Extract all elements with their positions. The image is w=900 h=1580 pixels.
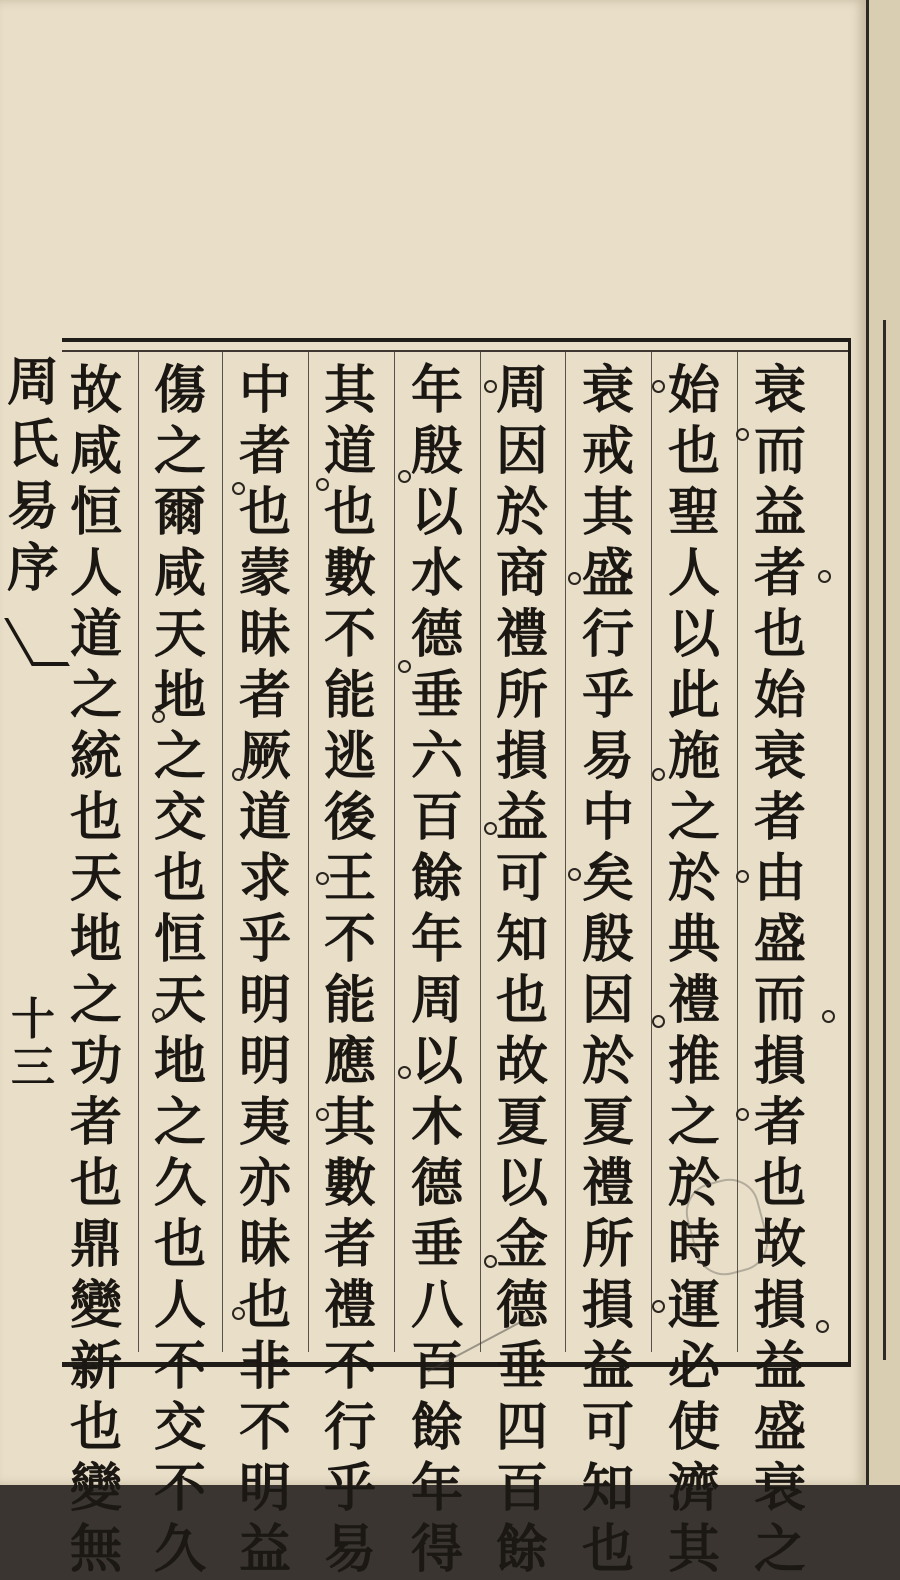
character: 周 [410, 970, 463, 1031]
character: 也 [238, 482, 291, 543]
character: 八 [410, 1275, 463, 1336]
character: 推 [667, 1031, 720, 1092]
punctuation-circle [484, 380, 497, 393]
character: 得 [410, 1519, 463, 1580]
character: 益 [495, 787, 548, 848]
character: 禮 [495, 604, 548, 665]
character: 使 [667, 1397, 720, 1458]
character: 數 [323, 1153, 376, 1214]
character: 變 [69, 1275, 122, 1336]
character: 以 [410, 482, 463, 543]
character: 者 [238, 665, 291, 726]
character: 知 [581, 1458, 634, 1519]
character: 損 [581, 1275, 634, 1336]
character: 者 [753, 543, 806, 604]
punctuation-circle [398, 470, 411, 483]
punctuation-circle [152, 710, 165, 723]
character: 不 [323, 604, 376, 665]
book-title-margin [7, 352, 59, 600]
character: 之 [69, 970, 122, 1031]
character: 損 [495, 726, 548, 787]
character: 始 [753, 665, 806, 726]
character: 者 [753, 787, 806, 848]
text-column [68, 360, 124, 1580]
character: 咸 [153, 543, 206, 604]
character: 乎 [581, 665, 634, 726]
character: 昧 [238, 1214, 291, 1275]
punctuation-circle [652, 380, 665, 393]
character: 也 [323, 482, 376, 543]
character: 水 [410, 543, 463, 604]
character: 應 [323, 1031, 376, 1092]
character: 者 [753, 1092, 806, 1153]
character: 所 [581, 1214, 634, 1275]
character: 數 [323, 543, 376, 604]
character: 濟 [667, 1458, 720, 1519]
punctuation-circle [152, 1008, 165, 1021]
punctuation-circle [484, 1255, 497, 1268]
punctuation-circle [736, 428, 749, 441]
folio-char: 三 [11, 1042, 55, 1093]
character: 也 [153, 848, 206, 909]
character: 中 [238, 360, 291, 421]
character: 鼎 [69, 1214, 122, 1275]
character: 能 [323, 970, 376, 1031]
character: 禮 [323, 1275, 376, 1336]
character: 益 [753, 482, 806, 543]
punctuation-circle [398, 660, 411, 673]
character: 知 [495, 909, 548, 970]
column-rule [222, 352, 223, 1352]
character: 之 [753, 1519, 806, 1580]
punctuation-circle [316, 872, 329, 885]
character: 商 [495, 543, 548, 604]
punctuation-circle [232, 482, 245, 495]
character: 殷 [410, 421, 463, 482]
character: 交 [153, 1397, 206, 1458]
margin-title-char: 易 [6, 476, 59, 537]
punctuation-circle [818, 570, 831, 583]
character: 垂 [410, 665, 463, 726]
character: 恒 [69, 482, 122, 543]
character: 者 [69, 1092, 122, 1153]
character: 夷 [238, 1092, 291, 1153]
frame-inner-rule [62, 350, 848, 352]
character: 爾 [153, 482, 206, 543]
text-column [152, 360, 208, 1580]
margin-column [5, 352, 61, 1092]
character: 殷 [581, 909, 634, 970]
punctuation-circle [568, 868, 581, 881]
character: 久 [153, 1153, 206, 1214]
character: 夏 [495, 1092, 548, 1153]
text-column [237, 360, 293, 1580]
character: 衰 [581, 360, 634, 421]
character: 可 [581, 1397, 634, 1458]
character: 其 [323, 360, 376, 421]
character: 逃 [323, 726, 376, 787]
character: 功 [69, 1031, 122, 1092]
character: 也 [238, 1275, 291, 1336]
character: 垂 [410, 1214, 463, 1275]
character: 咸 [69, 421, 122, 482]
character: 無 [69, 1519, 122, 1580]
character: 夏 [581, 1092, 634, 1153]
character: 道 [69, 604, 122, 665]
character: 統 [69, 726, 122, 787]
character: 易 [323, 1519, 376, 1580]
character: 故 [753, 1214, 806, 1275]
character: 不 [323, 1336, 376, 1397]
character: 盛 [753, 1397, 806, 1458]
margin-title-char: 氏 [6, 414, 59, 475]
character: 也 [153, 1214, 206, 1275]
text-column [752, 360, 808, 1580]
character: 人 [667, 543, 720, 604]
character: 益 [753, 1336, 806, 1397]
character: 也 [69, 1397, 122, 1458]
character: 百 [410, 787, 463, 848]
character: 餘 [410, 1397, 463, 1458]
punctuation-circle [736, 870, 749, 883]
character: 也 [667, 421, 720, 482]
character: 其 [581, 482, 634, 543]
column-rule [565, 352, 566, 1352]
character: 因 [581, 970, 634, 1031]
character: 衰 [753, 1458, 806, 1519]
character: 典 [667, 909, 720, 970]
punctuation-circle [736, 1108, 749, 1121]
character: 年 [410, 1458, 463, 1519]
fishtail-mark [4, 618, 70, 666]
character: 地 [153, 1031, 206, 1092]
character: 故 [495, 1031, 548, 1092]
adjacent-page-edge [866, 0, 900, 1485]
character: 而 [753, 421, 806, 482]
character: 行 [581, 604, 634, 665]
character: 餘 [495, 1519, 548, 1580]
character: 所 [495, 665, 548, 726]
character: 其 [323, 1092, 376, 1153]
character: 之 [667, 787, 720, 848]
character: 明 [238, 970, 291, 1031]
punctuation-circle [232, 768, 245, 781]
character: 禮 [667, 970, 720, 1031]
character: 不 [153, 1458, 206, 1519]
character: 四 [495, 1397, 548, 1458]
character: 也 [69, 1153, 122, 1214]
column-rule [394, 352, 395, 1352]
character: 聖 [667, 482, 720, 543]
character: 久 [153, 1519, 206, 1580]
character: 明 [238, 1458, 291, 1519]
character: 人 [153, 1275, 206, 1336]
character: 年 [410, 360, 463, 421]
character: 之 [153, 726, 206, 787]
text-column [580, 360, 636, 1580]
character: 於 [581, 1031, 634, 1092]
character: 時 [667, 1214, 720, 1275]
character: 戒 [581, 421, 634, 482]
character: 以 [667, 604, 720, 665]
character: 運 [667, 1275, 720, 1336]
character: 餘 [410, 848, 463, 909]
character: 天 [153, 604, 206, 665]
character: 亦 [238, 1153, 291, 1214]
character: 蒙 [238, 543, 291, 604]
character: 年 [410, 909, 463, 970]
character: 不 [323, 909, 376, 970]
character: 也 [69, 787, 122, 848]
character: 始 [667, 360, 720, 421]
character: 施 [667, 726, 720, 787]
character: 由 [753, 848, 806, 909]
character: 木 [410, 1092, 463, 1153]
character: 也 [753, 1153, 806, 1214]
character: 道 [238, 787, 291, 848]
character: 求 [238, 848, 291, 909]
character: 中 [581, 787, 634, 848]
character: 之 [153, 1092, 206, 1153]
punctuation-circle [652, 768, 665, 781]
character: 衰 [753, 360, 806, 421]
character: 可 [495, 848, 548, 909]
text-column [322, 360, 378, 1580]
margin-title-char: 序 [6, 538, 59, 599]
character: 也 [495, 970, 548, 1031]
character: 周 [495, 360, 548, 421]
text-column [494, 360, 550, 1580]
folio-number [11, 996, 55, 1092]
character: 傷 [153, 360, 206, 421]
character: 恒 [153, 909, 206, 970]
character: 衰 [753, 726, 806, 787]
column-rule [308, 352, 309, 1352]
punctuation-circle [398, 1066, 411, 1079]
character: 變 [69, 1458, 122, 1519]
character: 之 [153, 421, 206, 482]
punctuation-circle [822, 1010, 835, 1023]
character: 天 [153, 970, 206, 1031]
character: 損 [753, 1275, 806, 1336]
character: 道 [323, 421, 376, 482]
character: 能 [323, 665, 376, 726]
punctuation-circle [652, 1300, 665, 1313]
character: 德 [410, 604, 463, 665]
character: 不 [238, 1397, 291, 1458]
character: 德 [495, 1275, 548, 1336]
character: 後 [323, 787, 376, 848]
character: 非 [238, 1336, 291, 1397]
character: 乎 [238, 909, 291, 970]
character: 天 [69, 848, 122, 909]
text-column [666, 360, 722, 1580]
character: 交 [153, 787, 206, 848]
column-rule [480, 352, 481, 1352]
character: 益 [238, 1519, 291, 1580]
character: 禮 [581, 1153, 634, 1214]
column-rule [651, 352, 652, 1352]
character: 行 [323, 1397, 376, 1458]
character: 此 [667, 665, 720, 726]
character: 矣 [581, 848, 634, 909]
adjacent-page-rule [883, 320, 886, 1360]
character: 而 [753, 970, 806, 1031]
character: 地 [153, 665, 206, 726]
character: 必 [667, 1336, 720, 1397]
punctuation-circle [568, 572, 581, 585]
character: 於 [667, 848, 720, 909]
character: 於 [667, 1153, 720, 1214]
character: 之 [69, 665, 122, 726]
character: 金 [495, 1214, 548, 1275]
character: 地 [69, 909, 122, 970]
punctuation-circle [316, 1108, 329, 1121]
column-rule [138, 352, 139, 1352]
character: 百 [495, 1458, 548, 1519]
character: 其 [667, 1519, 720, 1580]
character: 以 [495, 1153, 548, 1214]
character: 德 [410, 1153, 463, 1214]
character: 明 [238, 1031, 291, 1092]
character: 王 [323, 848, 376, 909]
character: 者 [323, 1214, 376, 1275]
character: 之 [667, 1092, 720, 1153]
character: 垂 [495, 1336, 548, 1397]
character: 厥 [238, 726, 291, 787]
character: 乎 [323, 1458, 376, 1519]
folio-char: 十 [11, 994, 55, 1045]
character: 易 [581, 726, 634, 787]
punctuation-circle [232, 1307, 245, 1320]
punctuation-circle [816, 1320, 829, 1333]
character: 盛 [581, 543, 634, 604]
punctuation-circle [316, 478, 329, 491]
punctuation-circle [652, 1015, 665, 1028]
character: 以 [410, 1031, 463, 1092]
character: 於 [495, 482, 548, 543]
character: 損 [753, 1031, 806, 1092]
character: 不 [153, 1336, 206, 1397]
character: 昧 [238, 604, 291, 665]
character: 新 [69, 1336, 122, 1397]
punctuation-circle [484, 822, 497, 835]
character: 因 [495, 421, 548, 482]
character: 者 [238, 421, 291, 482]
character: 六 [410, 726, 463, 787]
margin-title-char: 周 [6, 352, 59, 413]
character: 百 [410, 1336, 463, 1397]
character: 也 [581, 1519, 634, 1580]
character: 故 [69, 360, 122, 421]
character: 盛 [753, 909, 806, 970]
character: 也 [753, 604, 806, 665]
character: 益 [581, 1336, 634, 1397]
character: 人 [69, 543, 122, 604]
